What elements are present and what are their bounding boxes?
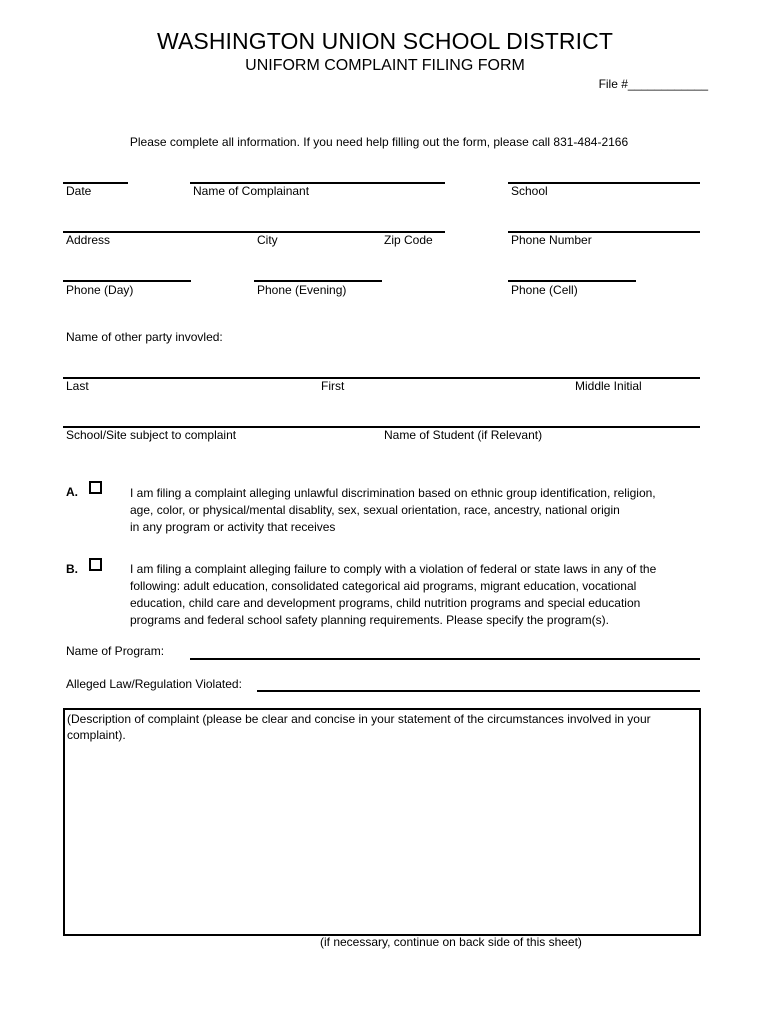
phone-day-label: Phone (Day) (66, 283, 134, 297)
phone-day-line[interactable] (63, 280, 191, 282)
city-label: City (257, 233, 278, 247)
phone-cell-label: Phone (Cell) (511, 283, 578, 297)
site-label: School/Site subject to complaint (66, 428, 237, 442)
file-number: File #____________ (598, 77, 708, 91)
description-box[interactable] (63, 708, 701, 936)
law-violated-line[interactable] (257, 690, 700, 692)
description-line-1: (Description of complaint (please be clear and concise in your statement of the circumstances involved in your (67, 712, 651, 726)
phone-evening-label: Phone (Evening) (257, 283, 347, 297)
option-a-text (130, 485, 656, 536)
option-b-line-1: I am filing a complaint alleging failure to comply with a violation of federal or state laws in any of the (130, 562, 657, 576)
form-title: WASHINGTON UNION SCHOOL DISTRICT (157, 28, 613, 54)
school-label: School (511, 184, 548, 198)
option-a-line-2: age, color, or physical/mental disablity, sex, sexual orientation, race, ancestry, national origin (130, 503, 620, 517)
option-a-checkbox[interactable] (89, 481, 102, 494)
law-violated-label: Alleged Law/Regulation Violated: (66, 677, 242, 691)
option-a-marker: A. (66, 485, 78, 499)
form-subtitle: UNIFORM COMPLAINT FILING FORM (245, 57, 525, 74)
student-name-label: Name of Student (if Relevant) (384, 428, 543, 442)
last-name-label: Last (66, 379, 89, 393)
middle-initial-label: Middle Initial (575, 379, 642, 393)
program-name-line[interactable] (190, 658, 700, 660)
option-b-line-4: programs and federal school safety planning requirements. Please specify the program(s). (130, 613, 609, 627)
instructions: Please complete all information. If you need help filling out the form, please call 831-484-2166 (129, 135, 629, 149)
phone-cell-line[interactable] (508, 280, 636, 282)
option-b-checkbox[interactable] (89, 558, 102, 571)
date-label: Date (66, 184, 92, 198)
program-name-label: Name of Program: (66, 644, 165, 658)
option-b-marker: B. (66, 562, 78, 576)
first-name-label: First (321, 379, 345, 393)
description-prompt (65, 710, 699, 744)
other-party-heading: Name of other party invovled: (66, 330, 223, 344)
zip-label: Zip Code (384, 233, 433, 247)
phone-evening-line[interactable] (254, 280, 382, 282)
complainant-name-label: Name of Complainant (193, 184, 310, 198)
address-label: Address (66, 233, 111, 247)
option-b-line-3: education, child care and development programs, child nutrition programs and special education (130, 596, 641, 610)
description-line-2: complaint). (67, 728, 126, 742)
phone-number-label: Phone Number (511, 233, 592, 247)
option-a-line-3: in any program or activity that receives (130, 520, 336, 534)
option-b-line-2: following: adult education, consolidated categorical aid programs, migrant education, vocational (130, 579, 637, 593)
option-a-line-1: I am filing a complaint alleging unlawful discrimination based on ethnic group identification, religion, (130, 486, 656, 500)
continue-note: (if necessary, continue on back side of this sheet) (320, 935, 582, 949)
option-b-text (130, 561, 656, 629)
